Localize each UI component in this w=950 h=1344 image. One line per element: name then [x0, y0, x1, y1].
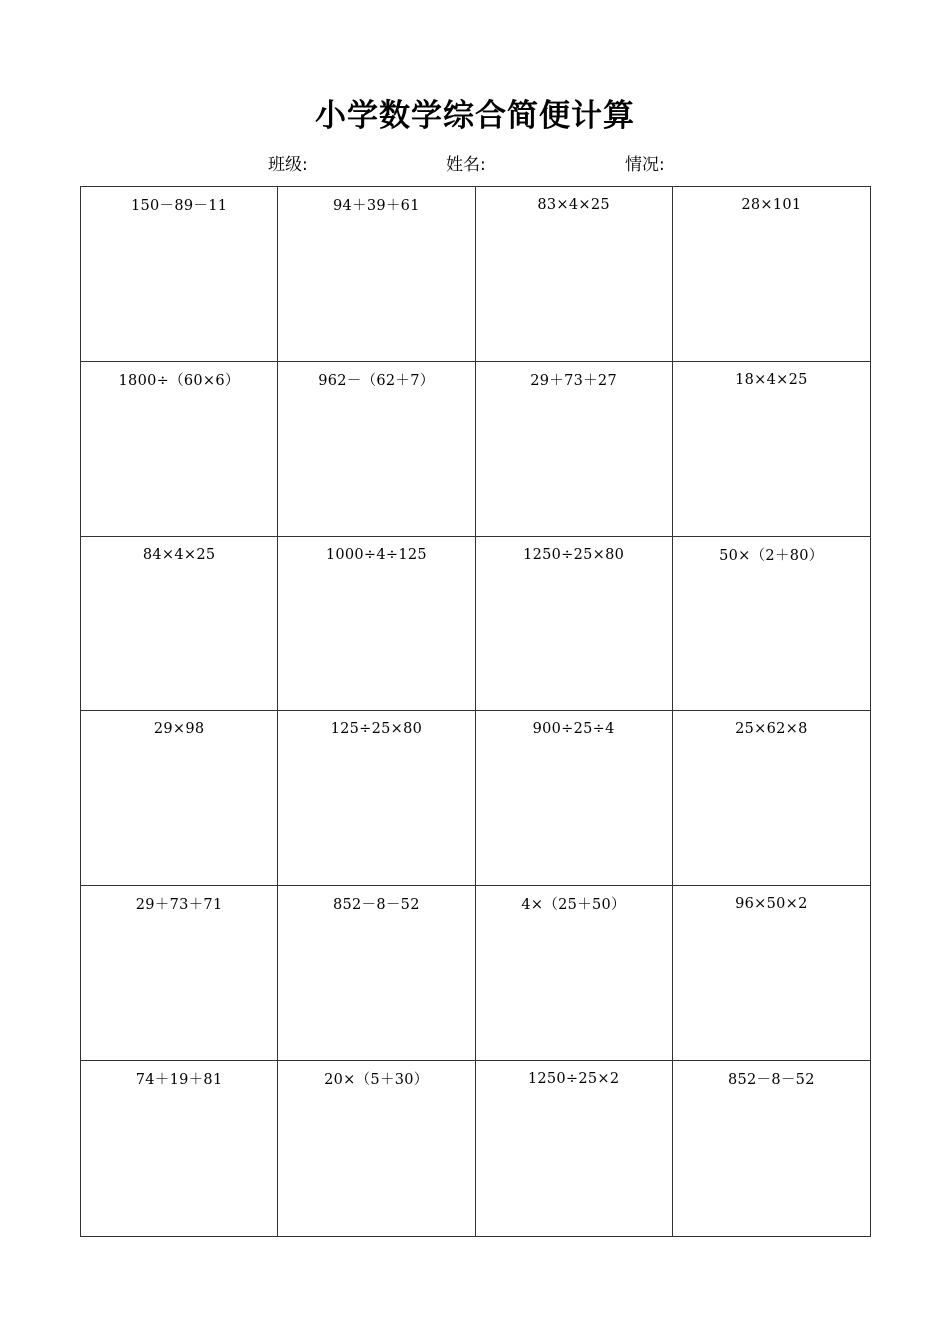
problem-cell[interactable] [81, 1061, 278, 1236]
problem-expression: 852－8－52 [332, 897, 420, 914]
problem-cell[interactable] [81, 362, 278, 537]
student-info-row [0, 150, 950, 174]
problem-cell[interactable] [278, 362, 475, 537]
problem-expression: 29＋73＋71 [135, 897, 223, 914]
problem-grid [80, 186, 871, 1237]
page-title: 小学数学综合简便计算 [315, 98, 635, 134]
problem-cell[interactable] [81, 711, 278, 886]
problem-cell[interactable] [673, 886, 870, 1061]
problem-expression: 1000÷4÷125 [325, 546, 427, 563]
problem-expression: 900÷25÷4 [532, 721, 615, 738]
problem-expression: 1250÷25×80 [523, 546, 625, 563]
problem-expression: 1250÷25×2 [527, 1071, 620, 1088]
problem-expression: 83×4×25 [537, 197, 610, 213]
problem-cell[interactable] [81, 886, 278, 1061]
problem-cell[interactable] [476, 362, 673, 537]
problem-expression: 25×62×8 [735, 721, 808, 738]
problem-cell[interactable] [476, 1061, 673, 1236]
problem-cell[interactable] [476, 187, 673, 362]
problem-cell[interactable] [278, 886, 475, 1061]
problem-expression: 29＋73＋27 [530, 372, 617, 389]
problem-expression: 50×（2＋80） [719, 547, 824, 564]
problem-expression: 150－89－11 [130, 198, 228, 214]
problem-expression: 84×4×25 [142, 546, 216, 563]
problem-expression: 852－8－52 [727, 1072, 815, 1089]
problem-cell[interactable] [673, 362, 870, 537]
problem-cell[interactable] [81, 187, 278, 362]
problem-cell[interactable] [278, 1061, 475, 1236]
problem-cell[interactable] [278, 187, 475, 362]
problem-cell[interactable] [476, 711, 673, 886]
problem-expression: 4×（25＋50） [521, 897, 626, 914]
problem-expression: 962－（62＋7） [318, 372, 435, 389]
problem-expression: 20×（5＋30） [324, 1072, 429, 1089]
problem-expression: 96×50×2 [735, 896, 808, 913]
problem-cell[interactable] [476, 886, 673, 1061]
problem-expression: 1800÷（60×6） [118, 372, 240, 389]
problem-expression: 94＋39＋61 [332, 198, 420, 214]
class-label: 班级: [268, 155, 308, 175]
problem-cell[interactable] [476, 537, 673, 712]
problem-cell[interactable] [673, 187, 870, 362]
problem-expression: 125÷25×80 [330, 721, 423, 738]
problem-cell[interactable] [278, 537, 475, 712]
problem-cell[interactable] [81, 537, 278, 712]
problem-expression: 29×98 [153, 721, 205, 738]
problem-expression: 74＋19＋81 [135, 1072, 223, 1089]
name-label: 姓名: [446, 155, 486, 175]
problem-cell[interactable] [278, 711, 475, 886]
status-label: 情况: [625, 155, 665, 175]
problem-expression: 18×4×25 [735, 371, 808, 388]
problem-expression: 28×101 [741, 197, 802, 213]
problem-cell[interactable] [673, 1061, 870, 1236]
problem-cell[interactable] [673, 711, 870, 886]
problem-cell[interactable] [673, 537, 870, 712]
